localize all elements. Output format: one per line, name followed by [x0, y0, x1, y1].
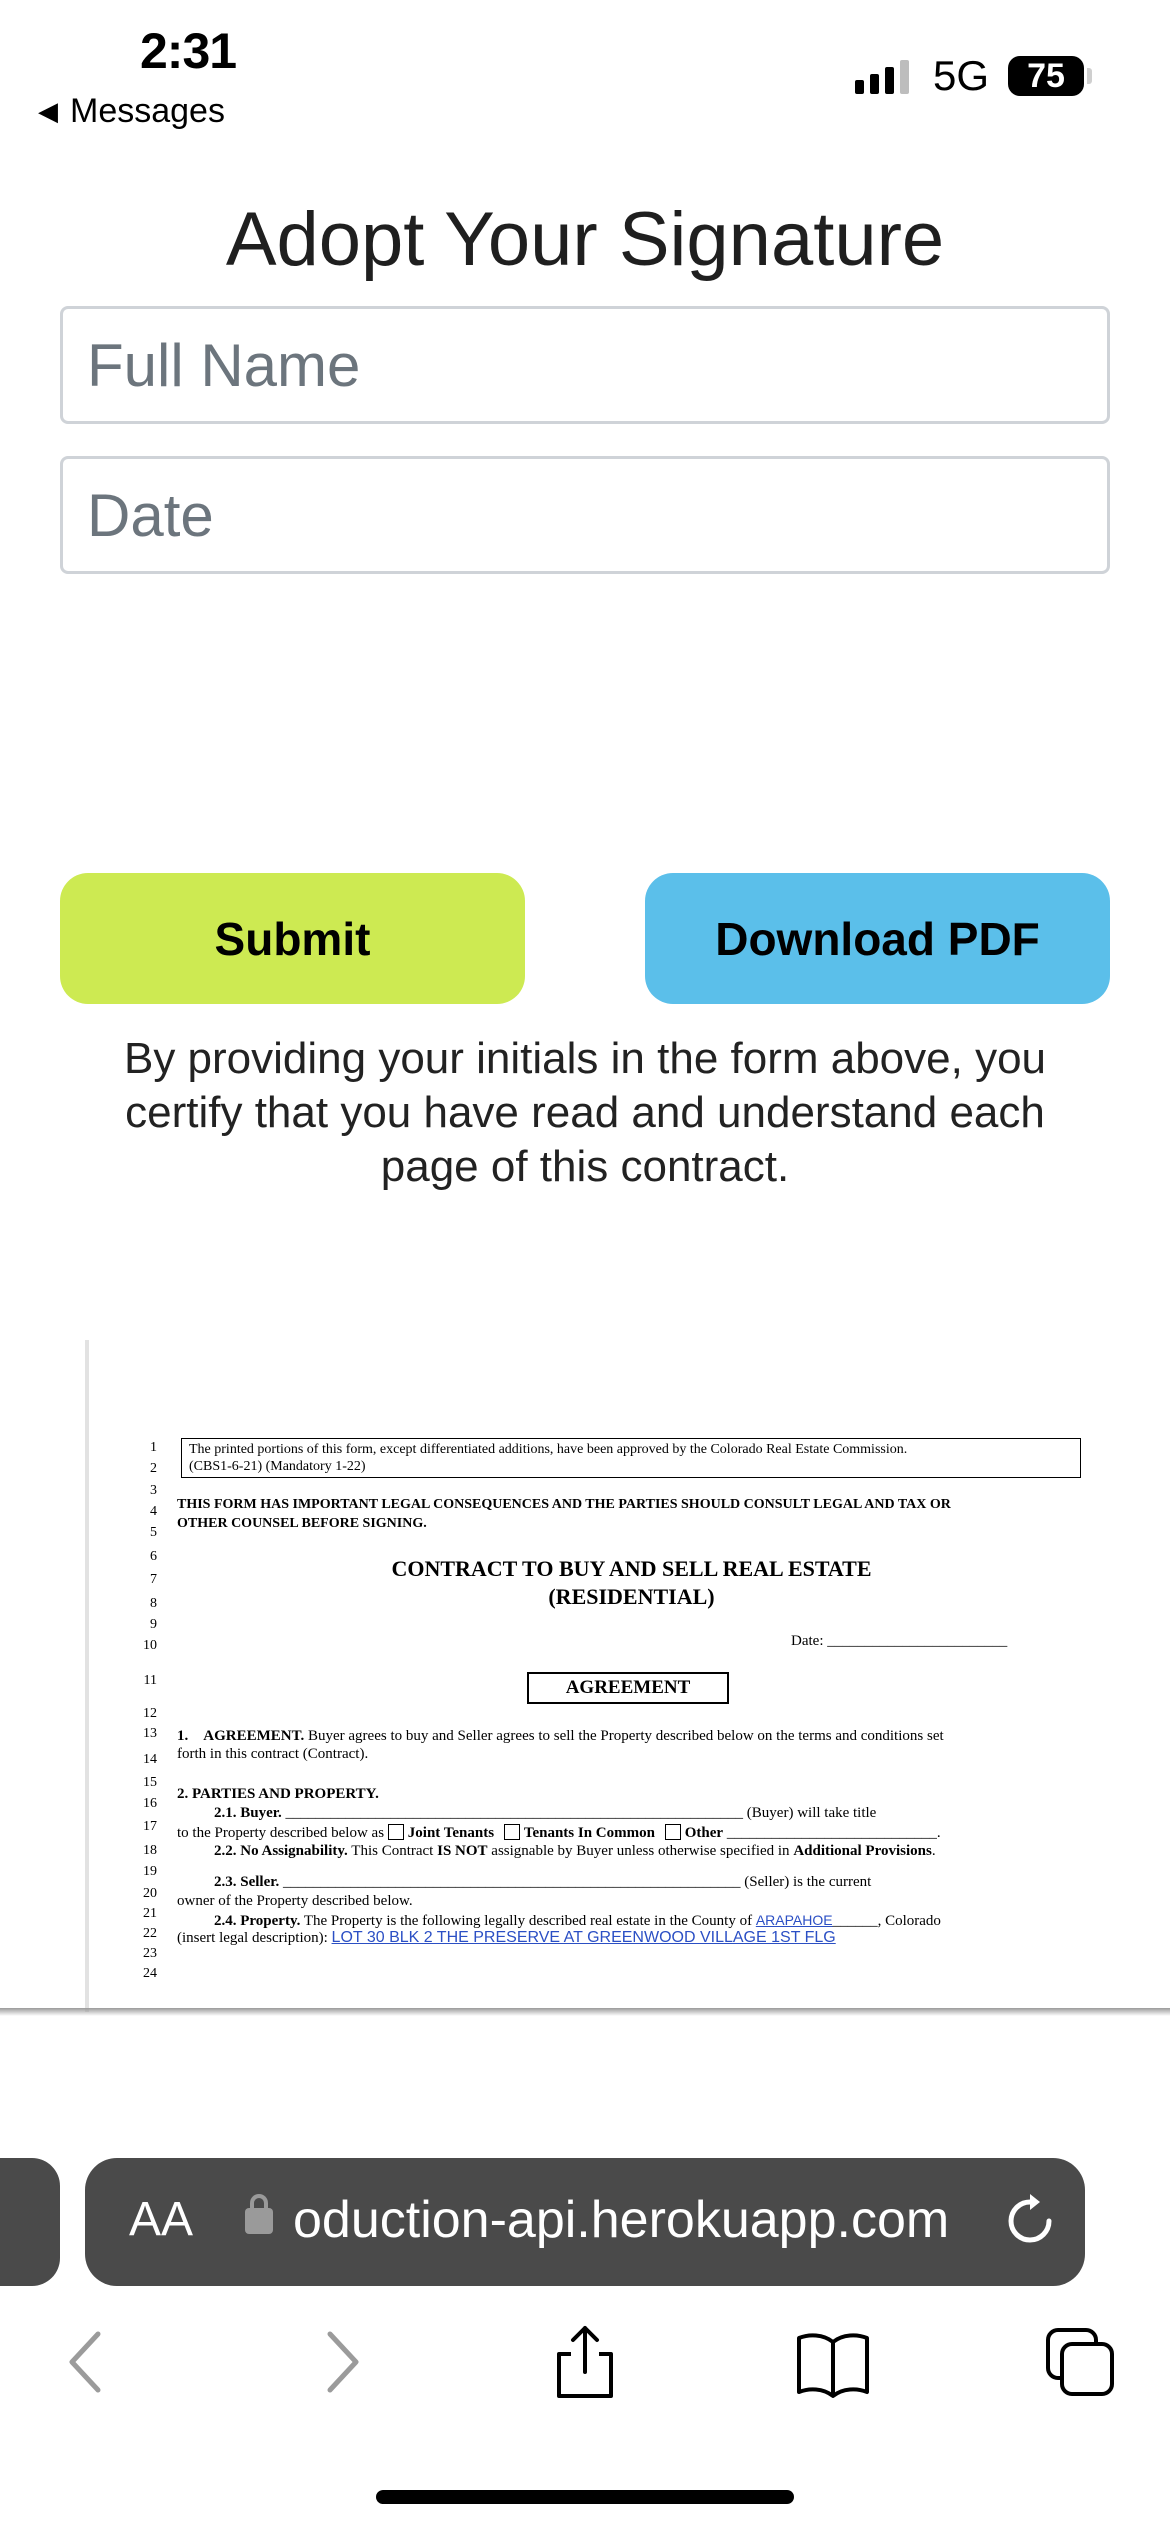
- section-1-number: 1.: [177, 1728, 189, 1744]
- page-title: Adopt Your Signature: [225, 197, 945, 282]
- county-value: ARAPAHOE: [755, 1912, 833, 1928]
- legal-description-value: LOT 30 BLK 2 THE PRESERVE AT GREENWOOD VILLAGE 1ST FLG: [331, 1929, 836, 1946]
- legal-desc-label: (insert legal description):: [177, 1930, 328, 1946]
- section-1-title: AGREEMENT.: [203, 1728, 305, 1744]
- url-text[interactable]: oduction-api.herokuapp.com: [293, 2191, 950, 2249]
- line-number: 23: [143, 1946, 157, 1961]
- line-number: 24: [143, 1966, 157, 1981]
- joint-tenants-checkbox[interactable]: [388, 1824, 404, 1840]
- forward-arrow-icon[interactable]: [300, 2322, 380, 2402]
- submit-button[interactable]: Submit: [60, 873, 525, 1004]
- document-bottom-edge: [0, 2008, 1170, 2016]
- section-2-3-line-2: owner of the Property described below.: [177, 1893, 413, 1909]
- section-1-line-1: [177, 1728, 944, 1745]
- line-number: 22: [143, 1926, 157, 1941]
- back-label: Messages: [70, 92, 225, 130]
- notice-line-2: (CBS1-6-21) (Mandatory 1-22): [189, 1459, 366, 1474]
- line-number: 3: [150, 1483, 157, 1498]
- additional-provisions-ref: Additional Provisions: [793, 1843, 932, 1859]
- assignability-bold: IS NOT: [437, 1843, 488, 1859]
- other-blank: ____________________________.: [726, 1825, 941, 1841]
- bookmarks-icon[interactable]: [793, 2322, 873, 2402]
- share-icon[interactable]: [545, 2322, 625, 2402]
- tenants-in-common-checkbox[interactable]: [504, 1824, 520, 1840]
- line-number: 21: [143, 1906, 157, 1921]
- seller-label: 2.3. Seller.: [214, 1874, 280, 1890]
- line-number: 7: [150, 1572, 157, 1587]
- buyer-label: 2.1. Buyer.: [214, 1805, 282, 1821]
- tenants-in-common-label: Tenants In Common: [523, 1825, 655, 1841]
- line-number: 2: [150, 1461, 157, 1476]
- home-indicator: [376, 2490, 794, 2504]
- section-1-text: Buyer agrees to buy and Seller agrees to sell the Property described below on the terms and conditions set: [307, 1728, 944, 1744]
- agreement-heading: AGREEMENT: [527, 1672, 729, 1704]
- line-number: 19: [143, 1864, 157, 1879]
- line-number: 16: [143, 1796, 157, 1811]
- certification-text: By providing your initials in the form above, you certify that you have read and understand each page of this contract.: [123, 1034, 1047, 1191]
- text-size-button[interactable]: [129, 2192, 193, 2247]
- date-input[interactable]: [60, 456, 1110, 574]
- line-number: 5: [150, 1525, 157, 1540]
- line-number: 9: [150, 1617, 157, 1632]
- other-checkbox[interactable]: [665, 1824, 681, 1840]
- contract-title: CONTRACT TO BUY AND SELL REAL ESTATE: [391, 1556, 872, 1581]
- contract-document-preview[interactable]: [85, 1340, 1170, 2012]
- address-bar[interactable]: [85, 2158, 1085, 2286]
- battery-level: 75: [1027, 57, 1065, 95]
- property-text: The Property is the following legally described real estate in the County of: [303, 1913, 753, 1929]
- lock-icon: [245, 2208, 273, 2234]
- notice-line-1: The printed portions of this form, except differentiated additions, have been approved by the Colorado Real Estate Commission.: [189, 1442, 908, 1457]
- line-number: 17: [143, 1819, 157, 1834]
- network-type: 5G: [933, 52, 990, 99]
- line-number: 11: [143, 1673, 157, 1688]
- line-number: 18: [143, 1843, 157, 1858]
- line-number: 8: [150, 1596, 157, 1611]
- other-label: Other: [684, 1825, 724, 1841]
- section-2-4-line-2: [177, 1929, 836, 1947]
- title-as-text: to the Property described below as: [177, 1825, 385, 1841]
- battery-icon: [1008, 56, 1084, 96]
- section-2-1-line-2: [177, 1824, 941, 1842]
- assignability-text-a: This Contract: [351, 1843, 434, 1859]
- section-1-line-2: forth in this contract (Contract).: [177, 1746, 369, 1762]
- full-name-input[interactable]: [60, 306, 1110, 424]
- line-number: 12: [143, 1706, 157, 1721]
- reload-icon[interactable]: [995, 2186, 1065, 2256]
- back-to-messages-link[interactable]: [38, 92, 225, 131]
- state-text: , Colorado: [877, 1913, 941, 1929]
- line-number: 6: [150, 1549, 157, 1564]
- warning-line-1: THIS FORM HAS IMPORTANT LEGAL CONSEQUENCES AND THE PARTIES SHOULD CONSULT LEGAL AND TAX OR: [177, 1497, 951, 1512]
- back-triangle-icon: ◀: [38, 96, 58, 126]
- county-blank: ______: [832, 1913, 878, 1929]
- text-size-label: AA: [129, 2193, 194, 2246]
- line-number: 15: [143, 1775, 157, 1790]
- seller-blank: _____________________________________________________________: [283, 1874, 741, 1890]
- previous-tab-pill[interactable]: [0, 2158, 60, 2286]
- download-pdf-button[interactable]: Download PDF: [645, 873, 1110, 1004]
- property-label: 2.4. Property.: [214, 1913, 301, 1929]
- line-number: 4: [150, 1504, 157, 1519]
- line-number: 13: [143, 1726, 157, 1741]
- section-2-heading: 2. PARTIES AND PROPERTY.: [177, 1786, 379, 1802]
- buyer-blank: _____________________________________________________________: [285, 1805, 744, 1821]
- warning-line-2: OTHER COUNSEL BEFORE SIGNING.: [177, 1516, 427, 1531]
- section-2-1-line-1: [214, 1805, 876, 1822]
- back-arrow-icon[interactable]: [48, 2322, 128, 2402]
- date-line: Date: ________________________: [791, 1633, 1008, 1649]
- cellular-signal-icon: [855, 58, 909, 94]
- line-number: 20: [143, 1886, 157, 1901]
- line-number: 10: [143, 1638, 157, 1653]
- tabs-icon[interactable]: [1040, 2322, 1120, 2402]
- assignability-text-b: assignable by Buyer unless otherwise specified in: [491, 1843, 790, 1859]
- section-2-4-line-1: [214, 1912, 941, 1930]
- seller-tail: (Seller) is the current: [744, 1874, 872, 1890]
- contract-subtitle: (RESIDENTIAL): [548, 1584, 715, 1609]
- battery-nub: [1087, 68, 1092, 84]
- joint-tenants-label: Joint Tenants: [407, 1825, 495, 1841]
- line-number: 14: [143, 1752, 157, 1767]
- line-number: 1: [150, 1440, 157, 1455]
- section-2-2: 2.2. No Assignability. This Contract IS NOT assignable by Buyer unless otherwise specified in Additional Provisions.: [214, 1843, 936, 1859]
- assignability-label: 2.2. No Assignability.: [214, 1843, 348, 1859]
- buyer-tail: (Buyer) will take title: [746, 1805, 877, 1821]
- section-2-3-line-1: [214, 1874, 871, 1891]
- status-time: 2:31: [140, 23, 237, 79]
